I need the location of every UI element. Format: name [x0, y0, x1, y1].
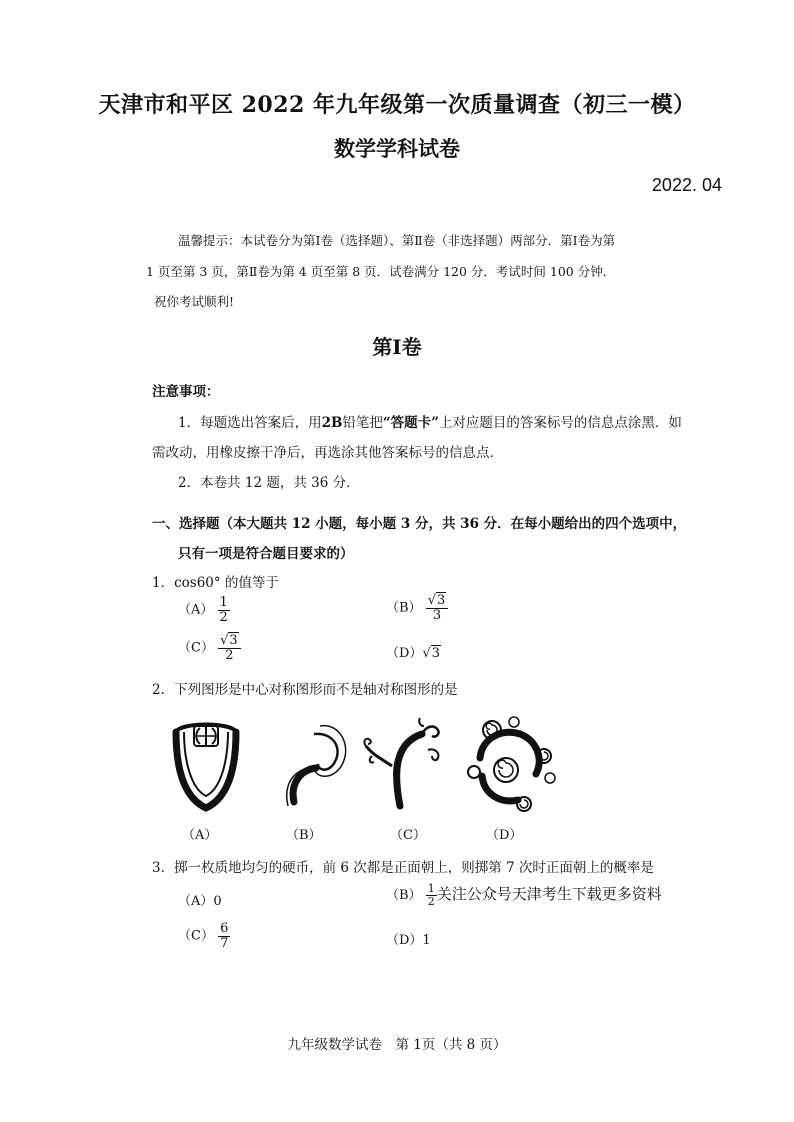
instructions-heading: 注意事项：	[152, 384, 220, 400]
q1-a-numerator: 1	[219, 595, 228, 610]
q3-option-a: （A）0	[178, 894, 222, 909]
q3-c-numerator: 6	[220, 921, 229, 936]
instruction-1-answer-card: “答题卡”	[382, 415, 439, 431]
q3-b-numerator: 1	[427, 882, 435, 896]
q2-figure-d	[462, 716, 558, 816]
page-footer: 九年级数学试卷 第 1页（共 8 页）	[287, 1037, 507, 1053]
q3-prompt: 3．掷一枚质地均匀的硬币，前 6 次都是正面朝上，则掷第 7 次时正面朝上的概率是	[152, 860, 654, 876]
q2-figure-a	[170, 718, 242, 814]
q1-option-b-label: （B）	[386, 600, 422, 616]
watermark-text: 关注公众号天津考生下载更多资料	[436, 885, 662, 903]
q3-option-b-label: （B）	[386, 888, 422, 903]
q1-a-denominator: 2	[219, 609, 228, 625]
q1-option-b-fraction	[426, 594, 449, 622]
q2-figure-c	[358, 716, 446, 812]
q2-caption-c: （C）	[390, 828, 426, 843]
q1-option-d	[386, 642, 441, 661]
q2-caption-d: （D）	[486, 828, 523, 843]
exam-title: 天津市和平区 2022 年九年级第一次质量调查（初三一模）	[98, 92, 696, 118]
q1-c-radicand: 3	[229, 633, 238, 648]
q1-option-d-label: （D）	[386, 646, 423, 661]
q2-prompt: 2．下列图形是中心对称图形而不是轴对称图形的是	[152, 682, 458, 698]
q1-option-c-label: （C）	[178, 640, 214, 656]
notice-line-3: 祝你考试顺利!	[154, 294, 235, 309]
exam-date: 2022. 04	[651, 175, 722, 195]
q3-option-b-fraction	[426, 883, 437, 907]
instruction-item-2: 2．本卷共 12 题，共 36 分．	[178, 475, 360, 491]
instruction-item-1-line-2: 需改动，用橡皮擦干净后，再选涂其他答案标号的信息点．	[152, 445, 503, 461]
q1-b-numerator	[426, 594, 449, 608]
q3-option-c	[178, 922, 230, 950]
q3-option-b	[386, 883, 662, 908]
q1-option-a-label: （A）	[178, 602, 214, 618]
q1-d-radicand: 3	[431, 646, 441, 661]
instruction-1-pencil: 2B	[321, 415, 343, 431]
q3-option-c-fraction	[218, 922, 230, 950]
q2-figure-b	[280, 722, 350, 812]
q1-prompt: 1．cos60° 的值等于	[152, 575, 279, 591]
instruction-1-part-a: 1．每题选出答案后，用	[178, 415, 322, 431]
q3-option-c-label: （C）	[178, 928, 214, 944]
q2-caption-b: （B）	[286, 828, 322, 843]
q3-option-d: （D）1	[386, 933, 431, 948]
q1-c-numerator	[218, 634, 241, 648]
q3-c-denominator: 7	[220, 935, 229, 951]
section-title: 第Ⅰ卷	[372, 335, 422, 359]
q1-b-sqrt-symbol: √	[427, 593, 436, 608]
exam-subtitle: 数学学科试卷	[334, 136, 460, 161]
q1-option-a-fraction	[218, 596, 230, 624]
q1-c-denominator: 2	[218, 648, 241, 663]
q1-d-sqrt-symbol: √	[422, 646, 431, 661]
part1-heading-line-2: 只有一项是符合题目要求的）	[178, 546, 354, 562]
q1-b-radicand: 3	[437, 593, 446, 608]
q1-option-a	[178, 596, 230, 624]
q1-option-c	[178, 634, 241, 662]
notice-line-1: 温馨提示：本试卷分为第Ⅰ卷（选择题）、第Ⅱ卷（非选择题）两部分．第Ⅰ卷为第	[178, 233, 616, 248]
instruction-1-part-e: 上对应题目的答案标号的信息点涂黑．如	[438, 415, 682, 431]
part1-heading-line-1: 一、选择题（本大题共 12 小题，每小题 3 分，共 36 分．在每小题给出的四个选项中，	[152, 516, 687, 532]
q1-option-c-fraction	[218, 634, 241, 662]
instruction-1-part-c: 铅笔把	[342, 415, 383, 431]
q2-caption-a: （A）	[182, 828, 218, 843]
q1-c-sqrt-symbol: √	[220, 633, 229, 648]
q1-b-denominator: 3	[426, 608, 449, 623]
notice-line-2: 1 页至第 3 页，第Ⅱ卷为第 4 页至第 8 页．试卷满分 120 分．考试时间 100 分钟．	[146, 264, 616, 279]
q1-option-b	[386, 594, 448, 622]
instruction-item-1	[178, 411, 682, 431]
q3-b-denominator: 2	[427, 895, 435, 908]
